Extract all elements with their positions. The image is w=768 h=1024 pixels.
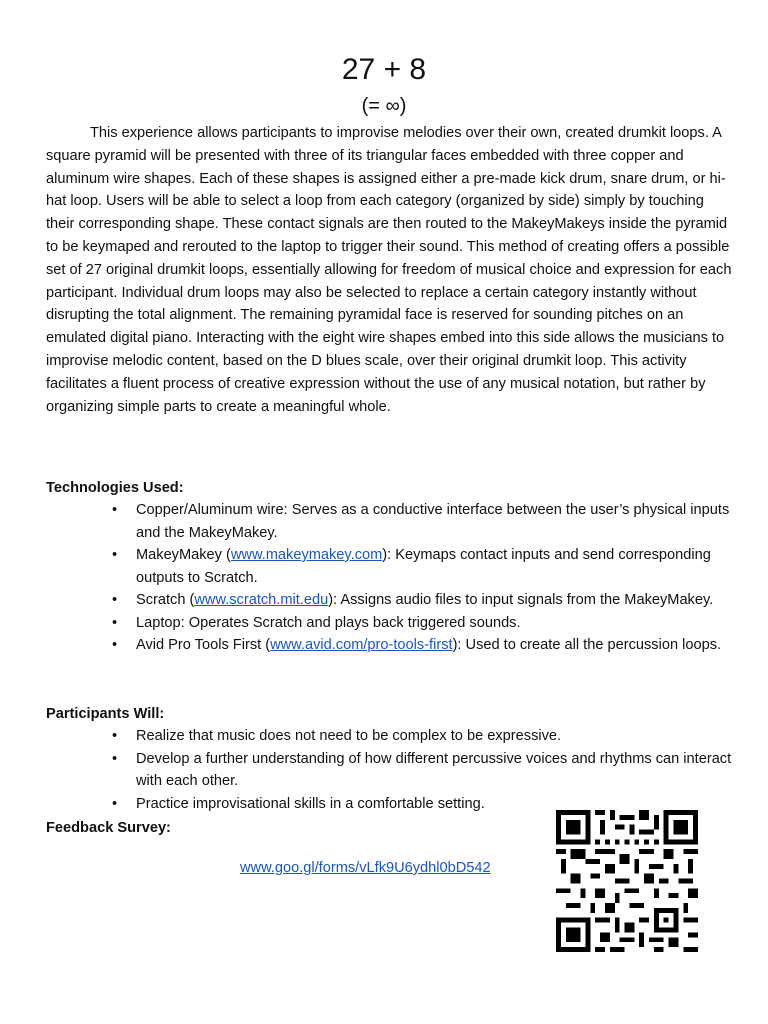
page-subtitle: (= ∞) [361, 95, 407, 117]
avid-link[interactable]: www.avid.com/pro-tools-first [270, 637, 453, 653]
list-item: • Copper/Aluminum wire: Serves as a conductive interface between the user’s physical inputs and the MakeyMakey. [136, 499, 736, 544]
list-item: • Scratch (www.scratch.mit.edu): Assigns audio files to input signals from the MakeyMakey. [136, 589, 736, 612]
makeymakey-link[interactable]: www.makeymakey.com [230, 547, 383, 563]
list-item: • Develop a further understanding of how different percussive voices and rhythms can interact with each other. [136, 748, 736, 793]
survey-link[interactable]: www.goo.gl/forms/vLfk9U6ydhl0bD542 [240, 860, 491, 876]
scratch-link[interactable]: www.scratch.mit.edu [194, 592, 329, 608]
list-item: • Laptop: Operates Scratch and plays back triggered sounds. [136, 612, 736, 635]
technologies-list [136, 499, 736, 657]
participants-heading: Participants Will: [46, 706, 165, 722]
intro-paragraph: This experience allows participants to improvise melodies over their own, created drumkit loops. A square pyramid will be presented with three of its triangular faces embedded with three copper and aluminum wire shapes. Each of these shapes is assigned either a pre-made kick drum, snare drum, or hi-hat loop. Users will be able to select a loop from each category (organized by side) simply by touching their corresponding shape. These contact signals are then routed to the MakeyMakeys inside the pyramid to be keymaped and rerouted to the laptop to trigger their sound. This method of creating offers a possible set of 27 original drumkit loops, essentially allowing for freedom of musical choice and expression for each participant. Individual drum loops may also be selected to replace a certain category instantly without disrupting the total alignment. The remaining pyramidal face is reserved for sounding pitches on an emulated digital piano. Interacting with the eight wire shapes embed into this side allows the musicians to improvise melodic content, based on the D blues scale, over their original drumkit loop. This activity facilitates a fluent process of creative expression without the use of any musical notation, but rather by organizing simple parts to create a meaningful whole. [46, 125, 732, 415]
list-item: • Realize that music does not need to be complex to be expressive. [136, 725, 736, 748]
participants-list [136, 725, 736, 815]
qr-code-icon[interactable] [556, 810, 698, 952]
survey-heading: Feedback Survey: [46, 820, 171, 836]
list-item: • Practice improvisational skills in a comfortable setting. [136, 793, 736, 816]
list-item: • MakeyMakey (www.makeymakey.com): Keymaps contact inputs and send corresponding outputs to Scratch. [136, 544, 736, 589]
technologies-heading: Technologies Used: [46, 480, 184, 496]
page-title: 27 + 8 [341, 53, 427, 86]
list-item: • Avid Pro Tools First (www.avid.com/pro-tools-first): Used to create all the percussion loops. [136, 634, 736, 657]
